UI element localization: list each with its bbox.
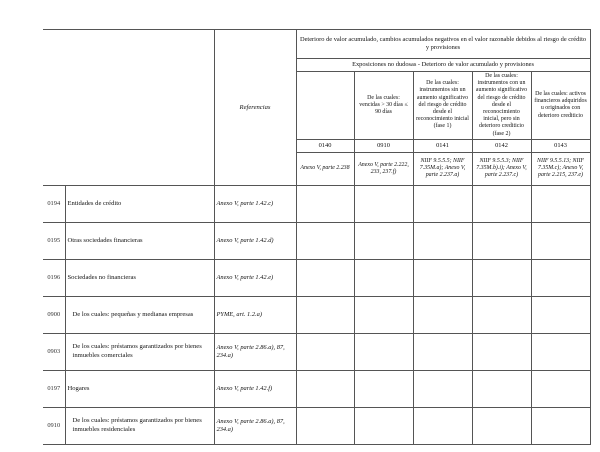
row-label: De los cuales: pequeñas y medianas empresas bbox=[65, 296, 214, 333]
sub-header-nonperforming: Exposiciones no dudosas - Deterioro de valor acumulado y provisiones bbox=[296, 59, 590, 72]
column-reference: NIIF 9.5.5.13; NIIF 7.35M.c); Anexo V, parte 2.215, 237.e) bbox=[531, 152, 590, 185]
column-header: De las cuales: instrumentos sin un aumento significativo del riesgo de crédito desde el reconocimiento inicial (fase 1) bbox=[413, 72, 472, 140]
table-row bbox=[43, 370, 590, 407]
data-cell bbox=[354, 407, 413, 444]
row-code: 0910 bbox=[43, 407, 65, 444]
data-cell bbox=[472, 185, 531, 222]
column-code: 0143 bbox=[531, 139, 590, 152]
data-cell bbox=[296, 185, 354, 222]
regulatory-table bbox=[43, 29, 591, 445]
data-cell bbox=[354, 296, 413, 333]
data-cell bbox=[472, 407, 531, 444]
data-cell bbox=[296, 333, 354, 370]
row-code: 0194 bbox=[43, 185, 65, 222]
data-cell bbox=[413, 370, 472, 407]
data-cell bbox=[413, 259, 472, 296]
data-cell bbox=[531, 296, 590, 333]
data-cell bbox=[296, 222, 354, 259]
column-header bbox=[296, 72, 354, 140]
data-cell bbox=[413, 333, 472, 370]
row-reference: Anexo V, parte 2.86.a), 87, 234.a) bbox=[214, 333, 296, 370]
row-code: 0903 bbox=[43, 333, 65, 370]
column-header: De las cuales: vencidas > 30 días ≤ 90 días bbox=[354, 72, 413, 140]
corner-blank bbox=[43, 30, 214, 186]
row-label: De los cuales: préstamos garantizados por bienes inmuebles residenciales bbox=[65, 407, 214, 444]
data-cell bbox=[472, 222, 531, 259]
row-reference: PYME, art. 1.2.a) bbox=[214, 296, 296, 333]
data-cell bbox=[354, 222, 413, 259]
data-cell bbox=[531, 370, 590, 407]
row-reference: Anexo V, parte 2.86.a), 87, 234.a) bbox=[214, 407, 296, 444]
row-label: Otras sociedades financieras bbox=[65, 222, 214, 259]
table-row bbox=[43, 333, 590, 370]
data-cell bbox=[354, 333, 413, 370]
column-reference: NIIF 9.5.5.3; NIIF 7.35M.b).i); Anexo V, parte 2.237.c) bbox=[472, 152, 531, 185]
table-row bbox=[43, 296, 590, 333]
row-label: Entidades de crédito bbox=[65, 185, 214, 222]
referencias-header: Referencias bbox=[214, 30, 296, 186]
row-code: 0195 bbox=[43, 222, 65, 259]
data-cell bbox=[413, 407, 472, 444]
column-reference: NIIF 9.5.5.5; NIIF 7.35M.a); Anexo V, parte 2.237.a) bbox=[413, 152, 472, 185]
column-reference: Anexo V, parte 2.222, 233, 237.f) bbox=[354, 152, 413, 185]
data-cell bbox=[472, 333, 531, 370]
data-cell bbox=[354, 185, 413, 222]
row-label: Sociedades no financieras bbox=[65, 259, 214, 296]
column-code: 0140 bbox=[296, 139, 354, 152]
data-cell bbox=[413, 185, 472, 222]
column-code: 0142 bbox=[472, 139, 531, 152]
group-title: Deterioro de valor acumulado, cambios acumulados negativos en el valor razonable debidos al riesgo de crédito y provisiones bbox=[296, 30, 590, 59]
data-cell bbox=[531, 185, 590, 222]
data-cell bbox=[296, 259, 354, 296]
data-cell bbox=[354, 259, 413, 296]
data-cell bbox=[296, 370, 354, 407]
data-cell bbox=[296, 407, 354, 444]
table-row bbox=[43, 185, 590, 222]
row-reference: Anexo V, parte 1.42.c) bbox=[214, 185, 296, 222]
column-code: 0141 bbox=[413, 139, 472, 152]
column-reference: Anexo V, parte 2.238 bbox=[296, 152, 354, 185]
column-code: 0910 bbox=[354, 139, 413, 152]
column-header: De las cuales: activos financieros adquiridos u originados con deterioro crediticio bbox=[531, 72, 590, 140]
data-cell bbox=[413, 296, 472, 333]
column-header: De las cuales: instrumentos con un aumento significativo del riesgo de crédito desde el reconocimiento inicial, pero sin deterioro crediticio (fase 2) bbox=[472, 72, 531, 140]
data-cell bbox=[354, 370, 413, 407]
row-code: 0900 bbox=[43, 296, 65, 333]
row-label: De los cuales: préstamos garantizados por bienes inmuebles comerciales bbox=[65, 333, 214, 370]
row-label: Hogares bbox=[65, 370, 214, 407]
row-code: 0196 bbox=[43, 259, 65, 296]
data-cell bbox=[531, 222, 590, 259]
table-row bbox=[43, 222, 590, 259]
data-cell bbox=[472, 296, 531, 333]
data-cell bbox=[413, 222, 472, 259]
data-cell bbox=[472, 259, 531, 296]
data-cell bbox=[472, 370, 531, 407]
row-reference: Anexo V, parte 1.42.e) bbox=[214, 259, 296, 296]
row-reference: Anexo V, parte 1.42.f) bbox=[214, 370, 296, 407]
row-reference: Anexo V, parte 1.42.d) bbox=[214, 222, 296, 259]
table-row bbox=[43, 407, 590, 444]
table-row bbox=[43, 259, 590, 296]
data-cell bbox=[531, 259, 590, 296]
data-cell bbox=[296, 296, 354, 333]
row-code: 0197 bbox=[43, 370, 65, 407]
data-cell bbox=[531, 333, 590, 370]
data-cell bbox=[531, 407, 590, 444]
